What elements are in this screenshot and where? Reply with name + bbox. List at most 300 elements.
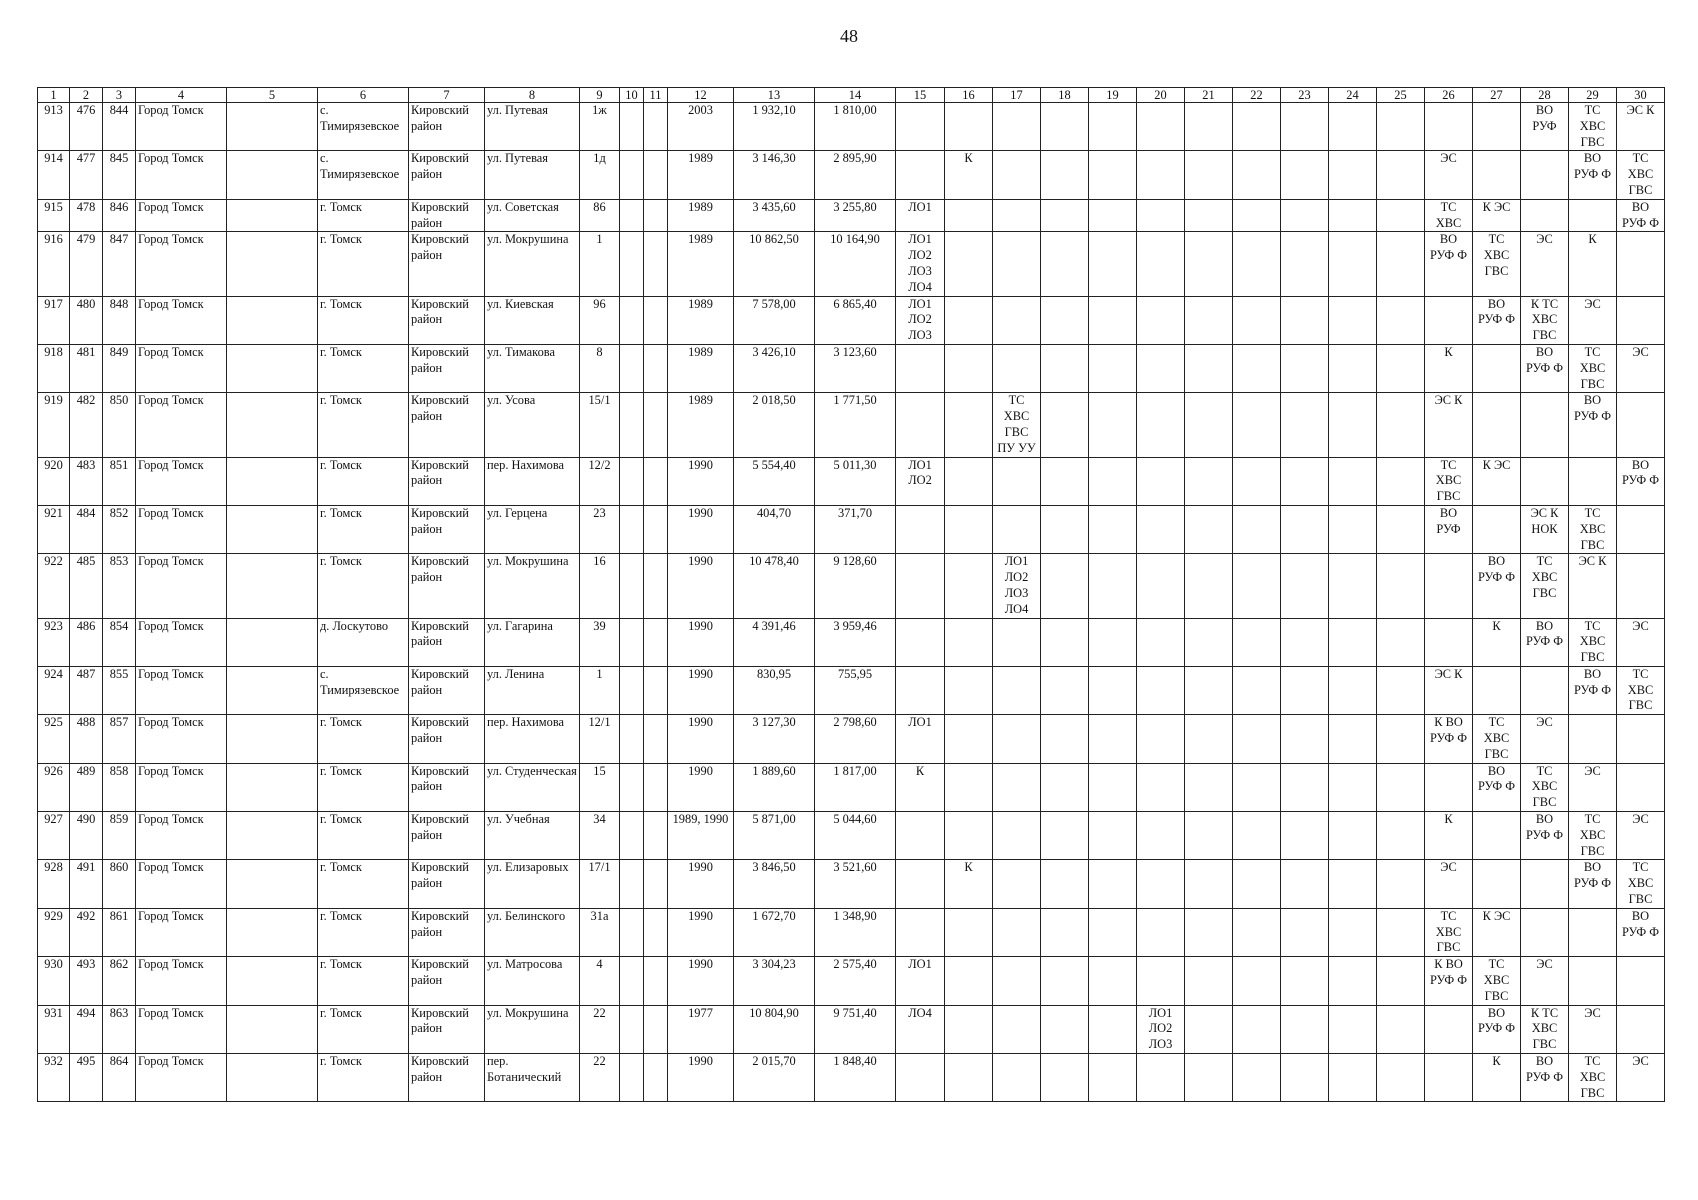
cell-col-5 [227, 908, 318, 956]
cell-col-19 [1089, 957, 1137, 1005]
cell-col-5 [227, 957, 318, 1005]
cell-col-24 [1329, 715, 1377, 763]
cell-col-21 [1185, 763, 1233, 811]
cell-col-18 [1041, 763, 1089, 811]
cell-col-1: 925 [38, 715, 70, 763]
cell-col-10 [620, 1005, 644, 1053]
cell-col-25 [1377, 344, 1425, 392]
cell-col-2: 476 [70, 103, 103, 151]
cell-col-10 [620, 554, 644, 618]
cell-col-25 [1377, 860, 1425, 908]
cell-col-27: К ЭС [1473, 199, 1521, 232]
cell-col-30: ЭС [1617, 1054, 1665, 1102]
cell-col-18 [1041, 908, 1089, 956]
cell-col-23 [1281, 344, 1329, 392]
cell-col-21 [1185, 199, 1233, 232]
cell-col-2: 484 [70, 505, 103, 553]
cell-col-1: 927 [38, 812, 70, 860]
cell-col-17 [993, 344, 1041, 392]
cell-col-18 [1041, 1054, 1089, 1102]
column-number-20: 20 [1137, 88, 1185, 103]
cell-col-25 [1377, 103, 1425, 151]
cell-col-15: ЛО1 ЛО2 ЛО3 ЛО4 [896, 232, 945, 296]
cell-col-3: 846 [103, 199, 136, 232]
cell-col-26: ЭС К [1425, 666, 1473, 714]
cell-col-28: К ТС ХВС ГВС [1521, 296, 1569, 344]
cell-col-13: 1 932,10 [734, 103, 815, 151]
cell-col-18 [1041, 957, 1089, 1005]
cell-col-2: 490 [70, 812, 103, 860]
cell-col-22 [1233, 344, 1281, 392]
cell-col-2: 477 [70, 151, 103, 199]
cell-col-9: 15 [580, 763, 620, 811]
cell-col-29: ТС ХВС ГВС [1569, 103, 1617, 151]
cell-col-26: ЭС [1425, 151, 1473, 199]
cell-col-25 [1377, 715, 1425, 763]
column-number-22: 22 [1233, 88, 1281, 103]
cell-col-2: 479 [70, 232, 103, 296]
cell-col-3: 849 [103, 344, 136, 392]
cell-col-16 [945, 1005, 993, 1053]
cell-col-23 [1281, 618, 1329, 666]
cell-col-13: 10 478,40 [734, 554, 815, 618]
cell-col-28: ВО РУФ Ф [1521, 1054, 1569, 1102]
cell-col-29: ТС ХВС ГВС [1569, 618, 1617, 666]
cell-col-14: 10 164,90 [815, 232, 896, 296]
cell-col-5 [227, 1005, 318, 1053]
cell-col-29: ЭС [1569, 1005, 1617, 1053]
cell-col-23 [1281, 151, 1329, 199]
cell-col-8: ул. Мокрушина [485, 1005, 580, 1053]
cell-col-12: 1990 [668, 505, 734, 553]
cell-col-14: 3 521,60 [815, 860, 896, 908]
cell-col-5 [227, 763, 318, 811]
cell-col-11 [644, 957, 668, 1005]
cell-col-3: 847 [103, 232, 136, 296]
cell-col-4: Город Томск [136, 860, 227, 908]
cell-col-12: 1990 [668, 715, 734, 763]
cell-col-22 [1233, 957, 1281, 1005]
cell-col-24 [1329, 232, 1377, 296]
cell-col-20 [1137, 505, 1185, 553]
cell-col-29: ВО РУФ Ф [1569, 393, 1617, 457]
cell-col-26: ТС ХВС ГВС [1425, 457, 1473, 505]
cell-col-20 [1137, 666, 1185, 714]
cell-col-29 [1569, 715, 1617, 763]
cell-col-1: 926 [38, 763, 70, 811]
cell-col-18 [1041, 666, 1089, 714]
cell-col-15: ЛО4 [896, 1005, 945, 1053]
cell-col-20 [1137, 618, 1185, 666]
cell-col-30: ТС ХВС ГВС [1617, 666, 1665, 714]
cell-col-27 [1473, 812, 1521, 860]
column-number-header-row [38, 88, 1665, 103]
cell-col-19 [1089, 232, 1137, 296]
cell-col-15 [896, 505, 945, 553]
cell-col-16 [945, 344, 993, 392]
cell-col-12: 1990 [668, 554, 734, 618]
cell-col-18 [1041, 151, 1089, 199]
column-number-11: 11 [644, 88, 668, 103]
cell-col-26 [1425, 1005, 1473, 1053]
cell-col-2: 482 [70, 393, 103, 457]
cell-col-9: 22 [580, 1005, 620, 1053]
cell-col-13: 10 804,90 [734, 1005, 815, 1053]
cell-col-21 [1185, 296, 1233, 344]
cell-col-14: 755,95 [815, 666, 896, 714]
cell-col-29 [1569, 908, 1617, 956]
cell-col-12: 1990 [668, 666, 734, 714]
cell-col-21 [1185, 666, 1233, 714]
column-number-28: 28 [1521, 88, 1569, 103]
table-row [38, 344, 1665, 392]
cell-col-21 [1185, 554, 1233, 618]
cell-col-29: ЭС [1569, 763, 1617, 811]
cell-col-12: 1990 [668, 957, 734, 1005]
cell-col-5 [227, 618, 318, 666]
cell-col-12: 1990 [668, 457, 734, 505]
cell-col-8: ул. Путевая [485, 151, 580, 199]
cell-col-2: 483 [70, 457, 103, 505]
cell-col-22 [1233, 763, 1281, 811]
cell-col-14: 2 575,40 [815, 957, 896, 1005]
cell-col-16: К [945, 151, 993, 199]
cell-col-10 [620, 457, 644, 505]
cell-col-9: 86 [580, 199, 620, 232]
cell-col-1: 917 [38, 296, 70, 344]
cell-col-5 [227, 151, 318, 199]
cell-col-9: 22 [580, 1054, 620, 1102]
cell-col-21 [1185, 232, 1233, 296]
cell-col-3: 859 [103, 812, 136, 860]
cell-col-30 [1617, 505, 1665, 553]
cell-col-8: ул. Киевская [485, 296, 580, 344]
cell-col-19 [1089, 296, 1137, 344]
cell-col-12: 1989, 1990 [668, 812, 734, 860]
cell-col-4: Город Томск [136, 1005, 227, 1053]
cell-col-26: ТС ХВС [1425, 199, 1473, 232]
cell-col-2: 481 [70, 344, 103, 392]
cell-col-22 [1233, 232, 1281, 296]
cell-col-22 [1233, 505, 1281, 553]
cell-col-6: г. Томск [318, 505, 409, 553]
cell-col-23 [1281, 715, 1329, 763]
cell-col-3: 863 [103, 1005, 136, 1053]
cell-col-15: ЛО1 [896, 957, 945, 1005]
cell-col-5 [227, 860, 318, 908]
cell-col-17 [993, 715, 1041, 763]
table-row [38, 151, 1665, 199]
cell-col-25 [1377, 199, 1425, 232]
cell-col-8: ул. Советская [485, 199, 580, 232]
cell-col-25 [1377, 554, 1425, 618]
cell-col-19 [1089, 860, 1137, 908]
cell-col-26: ВО РУФ Ф [1425, 232, 1473, 296]
cell-col-14: 1 348,90 [815, 908, 896, 956]
housing-register-table [37, 87, 1665, 1102]
cell-col-15: ЛО1 ЛО2 [896, 457, 945, 505]
cell-col-14: 3 255,80 [815, 199, 896, 232]
cell-col-2: 495 [70, 1054, 103, 1102]
cell-col-7: Кировский район [409, 103, 485, 151]
cell-col-4: Город Томск [136, 618, 227, 666]
cell-col-7: Кировский район [409, 505, 485, 553]
cell-col-16 [945, 554, 993, 618]
cell-col-27 [1473, 344, 1521, 392]
cell-col-21 [1185, 618, 1233, 666]
cell-col-10 [620, 232, 644, 296]
cell-col-15: ЛО1 [896, 715, 945, 763]
cell-col-29 [1569, 957, 1617, 1005]
cell-col-23 [1281, 908, 1329, 956]
cell-col-19 [1089, 618, 1137, 666]
cell-col-17 [993, 1054, 1041, 1102]
cell-col-6: г. Томск [318, 763, 409, 811]
cell-col-9: 1ж [580, 103, 620, 151]
cell-col-24 [1329, 505, 1377, 553]
cell-col-19 [1089, 505, 1137, 553]
cell-col-7: Кировский район [409, 860, 485, 908]
cell-col-26: ЭС [1425, 860, 1473, 908]
table-row [38, 812, 1665, 860]
cell-col-27 [1473, 666, 1521, 714]
cell-col-14: 3 123,60 [815, 344, 896, 392]
cell-col-10 [620, 812, 644, 860]
cell-col-29: ВО РУФ Ф [1569, 151, 1617, 199]
cell-col-4: Город Томск [136, 505, 227, 553]
cell-col-19 [1089, 666, 1137, 714]
cell-col-28 [1521, 908, 1569, 956]
cell-col-24 [1329, 666, 1377, 714]
cell-col-1: 913 [38, 103, 70, 151]
cell-col-14: 2 895,90 [815, 151, 896, 199]
cell-col-6: г. Томск [318, 715, 409, 763]
cell-col-22 [1233, 666, 1281, 714]
cell-col-1: 916 [38, 232, 70, 296]
cell-col-19 [1089, 812, 1137, 860]
column-number-24: 24 [1329, 88, 1377, 103]
cell-col-14: 2 798,60 [815, 715, 896, 763]
cell-col-1: 919 [38, 393, 70, 457]
column-number-16: 16 [945, 88, 993, 103]
cell-col-27: К ЭС [1473, 457, 1521, 505]
cell-col-22 [1233, 199, 1281, 232]
cell-col-7: Кировский район [409, 554, 485, 618]
cell-col-17 [993, 103, 1041, 151]
cell-col-28: ЭС [1521, 232, 1569, 296]
cell-col-18 [1041, 505, 1089, 553]
cell-col-18 [1041, 296, 1089, 344]
cell-col-9: 17/1 [580, 860, 620, 908]
cell-col-24 [1329, 763, 1377, 811]
cell-col-13: 1 889,60 [734, 763, 815, 811]
cell-col-11 [644, 908, 668, 956]
column-number-5: 5 [227, 88, 318, 103]
cell-col-15 [896, 151, 945, 199]
cell-col-28 [1521, 860, 1569, 908]
cell-col-15: К [896, 763, 945, 811]
cell-col-27 [1473, 103, 1521, 151]
cell-col-15: ЛО1 ЛО2 ЛО3 [896, 296, 945, 344]
cell-col-25 [1377, 666, 1425, 714]
cell-col-3: 864 [103, 1054, 136, 1102]
cell-col-18 [1041, 1005, 1089, 1053]
cell-col-14: 1 810,00 [815, 103, 896, 151]
cell-col-8: пер. Ботанический [485, 1054, 580, 1102]
cell-col-28 [1521, 199, 1569, 232]
cell-col-22 [1233, 618, 1281, 666]
table-row [38, 199, 1665, 232]
cell-col-11 [644, 393, 668, 457]
cell-col-16 [945, 296, 993, 344]
cell-col-30: ЭС [1617, 618, 1665, 666]
cell-col-24 [1329, 957, 1377, 1005]
column-number-10: 10 [620, 88, 644, 103]
cell-col-6: г. Томск [318, 393, 409, 457]
cell-col-4: Город Томск [136, 296, 227, 344]
cell-col-21 [1185, 103, 1233, 151]
cell-col-4: Город Томск [136, 232, 227, 296]
cell-col-5 [227, 344, 318, 392]
cell-col-25 [1377, 393, 1425, 457]
cell-col-22 [1233, 554, 1281, 618]
cell-col-14: 9 751,40 [815, 1005, 896, 1053]
column-number-2: 2 [70, 88, 103, 103]
cell-col-8: ул. Мокрушина [485, 232, 580, 296]
cell-col-22 [1233, 296, 1281, 344]
column-number-15: 15 [896, 88, 945, 103]
cell-col-26 [1425, 618, 1473, 666]
cell-col-6: г. Томск [318, 199, 409, 232]
cell-col-13: 3 435,60 [734, 199, 815, 232]
cell-col-7: Кировский район [409, 715, 485, 763]
cell-col-21 [1185, 908, 1233, 956]
cell-col-9: 96 [580, 296, 620, 344]
cell-col-30: ЭС [1617, 344, 1665, 392]
cell-col-3: 855 [103, 666, 136, 714]
table-row [38, 1005, 1665, 1053]
cell-col-8: пер. Нахимова [485, 715, 580, 763]
cell-col-21 [1185, 957, 1233, 1005]
cell-col-4: Город Томск [136, 554, 227, 618]
cell-col-10 [620, 151, 644, 199]
cell-col-24 [1329, 618, 1377, 666]
cell-col-5 [227, 1054, 318, 1102]
column-number-9: 9 [580, 88, 620, 103]
cell-col-25 [1377, 505, 1425, 553]
cell-col-17 [993, 763, 1041, 811]
cell-col-11 [644, 199, 668, 232]
column-number-12: 12 [668, 88, 734, 103]
cell-col-16 [945, 957, 993, 1005]
cell-col-8: ул. Усова [485, 393, 580, 457]
cell-col-4: Город Томск [136, 103, 227, 151]
cell-col-27: ТС ХВС ГВС [1473, 957, 1521, 1005]
cell-col-10 [620, 344, 644, 392]
cell-col-19 [1089, 393, 1137, 457]
cell-col-30: ВО РУФ Ф [1617, 199, 1665, 232]
cell-col-4: Город Томск [136, 763, 227, 811]
cell-col-20: ЛО1 ЛО2 ЛО3 [1137, 1005, 1185, 1053]
cell-col-5 [227, 812, 318, 860]
cell-col-30 [1617, 1005, 1665, 1053]
cell-col-8: ул. Мокрушина [485, 554, 580, 618]
cell-col-21 [1185, 393, 1233, 457]
cell-col-13: 5 871,00 [734, 812, 815, 860]
cell-col-20 [1137, 151, 1185, 199]
cell-col-30 [1617, 715, 1665, 763]
cell-col-5 [227, 199, 318, 232]
cell-col-9: 8 [580, 344, 620, 392]
cell-col-29 [1569, 199, 1617, 232]
cell-col-13: 404,70 [734, 505, 815, 553]
cell-col-18 [1041, 812, 1089, 860]
cell-col-30: ТС ХВС ГВС [1617, 151, 1665, 199]
cell-col-3: 850 [103, 393, 136, 457]
cell-col-27: ТС ХВС ГВС [1473, 232, 1521, 296]
table-row [38, 296, 1665, 344]
cell-col-4: Город Томск [136, 393, 227, 457]
cell-col-14: 1 848,40 [815, 1054, 896, 1102]
cell-col-11 [644, 505, 668, 553]
cell-col-20 [1137, 554, 1185, 618]
cell-col-5 [227, 457, 318, 505]
cell-col-6: г. Томск [318, 296, 409, 344]
cell-col-8: ул. Учебная [485, 812, 580, 860]
cell-col-15 [896, 618, 945, 666]
cell-col-15 [896, 393, 945, 457]
cell-col-2: 480 [70, 296, 103, 344]
cell-col-7: Кировский район [409, 344, 485, 392]
cell-col-28: ЭС [1521, 957, 1569, 1005]
cell-col-10 [620, 618, 644, 666]
cell-col-25 [1377, 232, 1425, 296]
cell-col-30: ВО РУФ Ф [1617, 457, 1665, 505]
cell-col-10 [620, 505, 644, 553]
cell-col-9: 1 [580, 232, 620, 296]
cell-col-13: 7 578,00 [734, 296, 815, 344]
cell-col-10 [620, 199, 644, 232]
cell-col-6: г. Томск [318, 812, 409, 860]
cell-col-17 [993, 860, 1041, 908]
cell-col-17 [993, 618, 1041, 666]
table-row [38, 554, 1665, 618]
cell-col-12: 1989 [668, 344, 734, 392]
cell-col-20 [1137, 232, 1185, 296]
table-row [38, 666, 1665, 714]
cell-col-14: 1 771,50 [815, 393, 896, 457]
cell-col-2: 492 [70, 908, 103, 956]
cell-col-27: К [1473, 1054, 1521, 1102]
cell-col-5 [227, 393, 318, 457]
cell-col-30 [1617, 393, 1665, 457]
cell-col-22 [1233, 457, 1281, 505]
cell-col-15 [896, 666, 945, 714]
cell-col-18 [1041, 393, 1089, 457]
cell-col-16 [945, 618, 993, 666]
cell-col-27 [1473, 151, 1521, 199]
cell-col-7: Кировский район [409, 457, 485, 505]
cell-col-17 [993, 957, 1041, 1005]
cell-col-13: 3 146,30 [734, 151, 815, 199]
cell-col-23 [1281, 103, 1329, 151]
cell-col-30 [1617, 296, 1665, 344]
cell-col-7: Кировский район [409, 1005, 485, 1053]
cell-col-23 [1281, 554, 1329, 618]
column-number-7: 7 [409, 88, 485, 103]
cell-col-6: г. Томск [318, 908, 409, 956]
cell-col-9: 4 [580, 957, 620, 1005]
